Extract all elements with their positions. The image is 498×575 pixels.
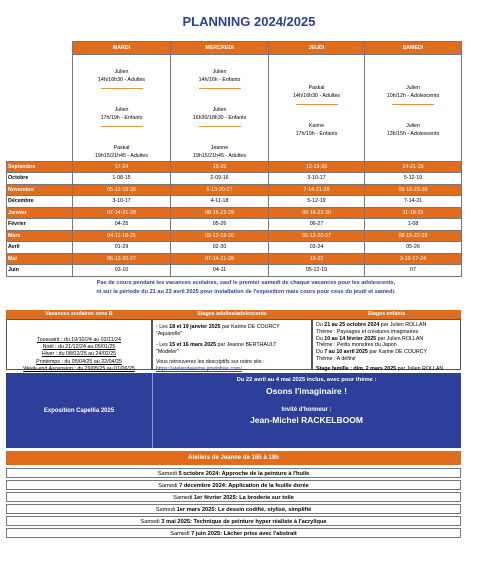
atelier-topic: : Le dessin codifié, stylisé, simplifié [214,507,312,513]
exposition-banner [6,373,461,448]
vacances-box [6,319,152,370]
slots-mercredi [171,55,269,162]
month-row-juin [7,265,462,277]
slot-teacher: Julien [406,85,420,91]
day-header-samedi: SAMEDI [365,42,462,55]
month-row-decembre [7,196,462,208]
month-cell: 04-25 [73,219,171,231]
month-cell: 15-22 [269,253,365,265]
exposition-dates: Du 22 avril au 4 mai 2025 inclus, avec pour thème : [236,377,377,383]
slot-time: 13h/15h - Adolescents [386,130,440,137]
day-header-mercredi: MERCREDI [171,42,269,55]
month-row-janvier [7,207,462,219]
month-row-fevrier [7,219,462,231]
slot-divider [199,126,241,127]
stage-date: dim. 2 mars 2025 [353,365,397,372]
vacances-item: Toussaint : du 19/10/24 au 03/11/24 [37,337,121,343]
slot-time: 19h15/21h45 - Adultes [94,152,148,159]
slot-time: 17h/19h - Enfants [100,114,143,121]
stage-date: 15 et 16 mars 2025 [169,341,217,348]
month-cell: 05-12-19-26 [73,184,171,196]
slot-teacher: Julien [114,69,129,75]
month-cell: 02-30 [171,242,269,254]
atelier-topic: : Application de la feuille dorée [224,483,309,489]
stage-date: 21 au 25 octobre 2024 [324,322,380,328]
month-cell: 11-18-25 [365,207,462,219]
holiday-note [12,279,480,297]
slots-jeudi [269,55,365,162]
month-label: Mars [7,230,73,242]
slots-row [7,55,462,162]
month-label: Mai [7,253,73,265]
slots-samedi [365,55,462,162]
month-label: Avril [7,242,73,254]
month-cell: 3-10-17-24 [365,253,462,265]
site-link[interactable]: https://atelierdeientre.jimdofree.com/ [156,366,242,373]
exposition-details [152,373,461,448]
month-cell: 1-08 [365,219,462,231]
vacances-item: Hiver : du 08/02/25 au 24/02/25 [41,351,117,358]
atelier-topic: : La broderie sur toile [235,495,294,501]
slot-time: 14h/16h30 - Adultes [97,76,146,83]
slot-time: 14h/16h - Enfants [198,76,241,83]
month-cell: 1-08-15 [73,173,171,185]
stage-date: 7 au 10 avril 2025 [324,349,368,356]
month-cell: 06-13-20-27 [73,253,171,265]
month-cell: 04-11 [171,265,269,277]
day-header-mardi: MARDI [73,42,171,55]
month-cell: 05-12-19-26 [171,230,269,242]
month-cell: 6-13-20-27 [171,184,269,196]
stage-famille-label: Stage famille : [316,365,354,372]
slot-divider [101,88,143,89]
month-cell: 07 [365,265,462,277]
stages-enfants-header: Stages enfants [312,310,461,319]
header-corner [7,42,73,55]
exposition-theme: Osons l'imaginaire ! [266,386,347,396]
slot-time: 10h/12h - Adolescents [386,92,440,99]
month-cell: 17-24 [73,161,171,173]
month-cell: 7-14-21 [365,196,462,208]
slot-time: 14h/16h30 - Adultes [292,92,341,99]
month-row-mai [7,253,462,265]
ateliers-header: Ateliers de Jeanne de 16h à 19h [6,451,461,465]
vacances-item: Printemps : du 05/04/25 au 22/04/25 [36,358,122,365]
month-cell: 04-11-18-25 [73,230,171,242]
month-cell: 08-15-22-29 [365,230,462,242]
atelier-topic: : Technique de peinture hyper réaliste à l'acrylique [190,519,327,525]
exposition-label: Exposition Capellia 2025 [6,373,153,448]
days-header-row [7,42,462,55]
month-cell: 03-24 [269,242,365,254]
vacances-item: Noël : du 21/12/24 au 05/01/25 [42,344,116,351]
stages-enfants-box: Du 21 au 25 octobre 2024 par Julien ROLLAN Thème : Paysages et créatures imaginaires Du 10 au 14 février 2025 par Julien ROLLAN Thème : Petits monstres du Japon Du 7 au 10 avril 2025 par Karine DE COURCY Thème : A définir Stage famille : dim. 2 mars 2025 par Julien ROLLAN [312,319,461,370]
holiday-note-line: ni sur la période du 21 au 23 avril 2025 pour installation de l'exposition mais cours pour ceux du jeudi et samedi. [96,289,396,295]
stage-theme: Thème : A définir [316,355,356,362]
month-label: Janvier [7,207,73,219]
month-cell: 3-10-17 [269,173,365,185]
month-cell: 03-10 [73,265,171,277]
month-cell: 14-21-28 [365,161,462,173]
month-cell: 06-13-20-27 [269,230,365,242]
exposition-guest: Jean-Michel RACKELBOOM [250,415,363,425]
month-cell: 05-26 [171,219,269,231]
month-label: Juin [7,265,73,277]
month-label: Septembre [7,161,73,173]
slot-divider [101,126,143,127]
page-title: PLANNING 2024/2025 [182,14,316,29]
month-cell: 12-19-26 [269,161,365,173]
slot-teacher: Paskal [113,144,130,151]
atelier-row: Samedi 5 octobre 2024: Approche de la peinture à l'huile [6,468,461,478]
atelier-row: Samedi 1er février 2025: La broderie sur toile [6,492,461,502]
month-row-avril [7,242,462,254]
month-cell: 05-26 [365,242,462,254]
stage-date: 10 au 14 février 2025 [324,335,377,342]
month-cell: 5-12-19 [365,173,462,185]
atelier-row: Samedi 3 mai 2025: Technique de peinture hyper réaliste à l'acrylique [6,516,461,526]
month-cell: 18-25 [171,161,269,173]
stage-date: 18 et 19 janvier 2025 [169,324,221,330]
atelier-date: 7 décembre 2024 [179,483,225,489]
month-row-septembre [7,161,462,173]
stages-adultes-header: Stages adultes/adolescents [152,310,312,319]
slot-divider [296,104,338,105]
atelier-row: Samedi 7 décembre 2024: Application de la feuille dorée [6,480,461,490]
stage-topic: "Aquarelle" [156,331,183,338]
exposition-invite-label: Invité d'honneur : [281,407,332,413]
month-label: Février [7,219,73,231]
slot-divider [199,88,241,89]
month-label: Décembre [7,196,73,208]
slot-divider [392,104,434,105]
slot-teacher: Jeanne [210,144,229,151]
slot-teacher: Julien [212,106,227,113]
atelier-date: 1er mars 2025 [176,507,215,513]
atelier-topic: : Lâcher prise avec l'abstrait [220,531,297,537]
site-text: Vous retrouverez les descriptifs sur notre site : [156,359,265,366]
month-row-mars [7,230,462,242]
month-cell: 05-12-19 [269,265,365,277]
slot-teacher: Julien [114,106,129,113]
month-cell: 06-27 [269,219,365,231]
slot-time: 19h15/21h45 - Adultes [192,152,246,159]
month-cell: 7-14-21-28 [269,184,365,196]
atelier-topic: : Approche de la peinture à l'huile [218,471,310,477]
slot-teacher: Julien [212,69,227,75]
month-cell: 09-16-23-30 [269,207,365,219]
month-cell: 08-15-22-29 [171,207,269,219]
stage-topic: "Modeler" [156,348,179,355]
month-cell: 4-11-18 [171,196,269,208]
month-cell: 07-14-21-28 [73,207,171,219]
atelier-row: Samedi 7 juin 2025: Lâcher prise avec l'abstrait [6,528,461,538]
stage-theme: Thème : Petits monstres du Japon [316,342,397,349]
month-cell: 09-16-23-30 [365,184,462,196]
vacances-item: Week-end Ascension : du 29/05/25 au 01/06/25 [23,365,135,372]
schedule-table [6,41,462,277]
slots-mardi [73,55,171,162]
vacances-header: Vacances scolaires zone B [6,310,152,319]
day-header-jeudi: JEUDI [269,42,365,55]
slot-time: 17h/19h - Enfants [295,130,338,137]
slot-teacher: Paskal [308,85,325,91]
slots-corner [7,55,73,162]
atelier-date: 1er février 2025 [193,495,236,501]
atelier-row: Samedi 1er mars 2025: Le dessin codifié, stylisé, simplifié [6,504,461,514]
holiday-note-line: Pas de cours pendant les vacances scolaires, sauf le premier samedi de chaque vacances pour les adolescents, [96,280,396,286]
month-cell: 2-09-16 [171,173,269,185]
atelier-date: 3 mai 2025 [161,519,191,525]
month-cell: 01-29 [73,242,171,254]
month-cell: 07-14-21-28 [171,253,269,265]
slot-teacher: Karine [308,122,325,129]
month-label: Novembre [7,184,73,196]
atelier-date: 5 octobre 2024 [178,471,219,477]
month-row-novembre [7,184,462,196]
month-cell: 5-12-19 [269,196,365,208]
month-row-octobre [7,173,462,185]
slot-teacher: Julien [406,122,420,129]
atelier-date: 7 juin 2025 [191,531,221,537]
stages-adultes-box: - Les 18 et 19 janvier 2025 par Karine DE COURCY "Aquarelle" - Les 15 et 16 mars 2025 par Jeanne BERTHAULT "Modeler" Vous retrouverez les descriptifs sur notre site : https://atelierdeientre.jimdofree.com/ [152,319,312,370]
slot-time: 16h30/18h30 - Enfants [192,114,247,121]
stage-theme: Thème : Paysages et créatures imaginaires [316,328,419,335]
month-cell: 3-10-17 [73,196,171,208]
month-label: Octobre [7,173,73,185]
